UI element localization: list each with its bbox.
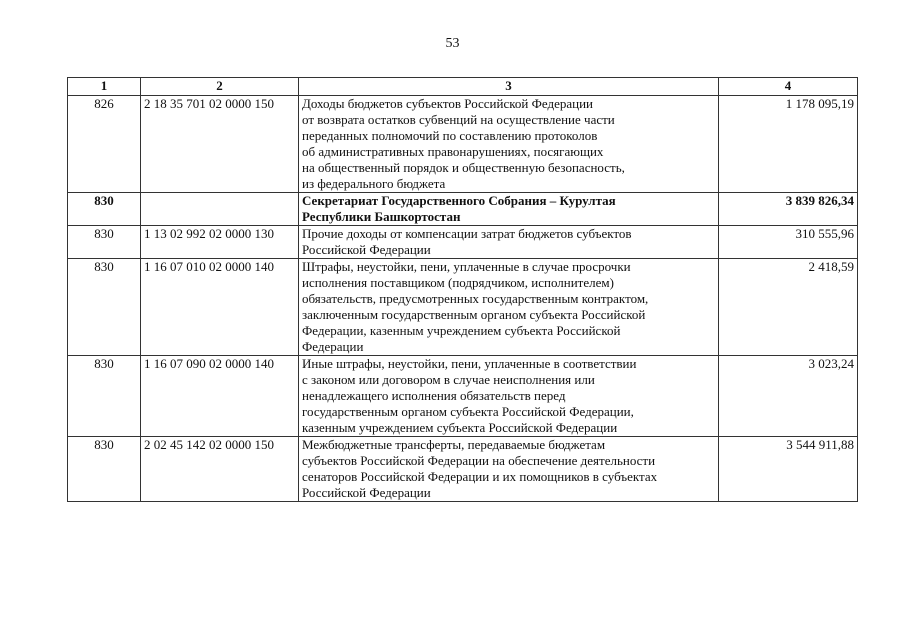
amount-cell: 3 023,24 [719, 356, 858, 437]
column-header-2: 2 [141, 78, 299, 96]
table-row [68, 96, 858, 193]
column-header-3: 3 [299, 78, 719, 96]
table-row [68, 226, 858, 259]
revenue-name-cell: Иные штрафы, неустойки, пени, уплаченные в соответствии с законом или договором в случае неисполнения или ненадлежащего исполнения обязательств перед государственным органом субъекта Российской Федерации, казенным учреждением субъекта Российской Федерации [299, 356, 719, 437]
administrator-name-cell: Секретариат Государственного Собрания – Курултая Республики Башкортостан [299, 193, 719, 226]
column-header-4: 4 [719, 78, 858, 96]
admin-code-cell: 830 [68, 437, 141, 502]
budget-classification-code-cell: 1 16 07 090 02 0000 140 [141, 356, 299, 437]
amount-cell: 3 544 911,88 [719, 437, 858, 502]
admin-code-cell: 830 [68, 356, 141, 437]
budget-classification-code-cell: 2 02 45 142 02 0000 150 [141, 437, 299, 502]
table-row [68, 356, 858, 437]
admin-code-cell: 830 [68, 193, 141, 226]
budget-classification-code-cell: 2 18 35 701 02 0000 150 [141, 96, 299, 193]
amount-cell: 1 178 095,19 [719, 96, 858, 193]
admin-code-cell: 826 [68, 96, 141, 193]
page-number: 53 [445, 36, 460, 51]
amount-total-cell: 3 839 826,34 [719, 193, 858, 226]
budget-classification-code-cell: 1 13 02 992 02 0000 130 [141, 226, 299, 259]
budget-classification-code-cell [141, 193, 299, 226]
budget-classification-code-cell: 1 16 07 010 02 0000 140 [141, 259, 299, 356]
admin-code-cell: 830 [68, 259, 141, 356]
revenue-name-cell: Межбюджетные трансферты, передаваемые бюджетам субъектов Российской Федерации на обеспечение деятельности сенаторов Российской Федерации и их помощников в субъектах Российской Федерации [299, 437, 719, 502]
amount-cell: 2 418,59 [719, 259, 858, 356]
table-header-row [68, 78, 858, 96]
revenue-name-cell: Штрафы, неустойки, пени, уплаченные в случае просрочки исполнения поставщиком (подрядчиком, исполнителем) обязательств, предусмотренных государственным контрактом, заключенным государственным органом субъекта Российской Федерации, казенным учреждением субъекта Российской Федерации [299, 259, 719, 356]
table-row-section-heading [68, 193, 858, 226]
admin-code-cell: 830 [68, 226, 141, 259]
table-row [68, 437, 858, 502]
table-row [68, 259, 858, 356]
amount-cell: 310 555,96 [719, 226, 858, 259]
column-header-1: 1 [68, 78, 141, 96]
revenue-name-cell: Доходы бюджетов субъектов Российской Федерации от возврата остатков субвенций на осуществление части переданных полномочий по составлению протоколов об административных правонарушениях, посягающих на общественный порядок и общественную безопасность, из федерального бюджета [299, 96, 719, 193]
revenue-name-cell: Прочие доходы от компенсации затрат бюджетов субъектов Российской Федерации [299, 226, 719, 259]
budget-revenue-table [67, 77, 858, 502]
